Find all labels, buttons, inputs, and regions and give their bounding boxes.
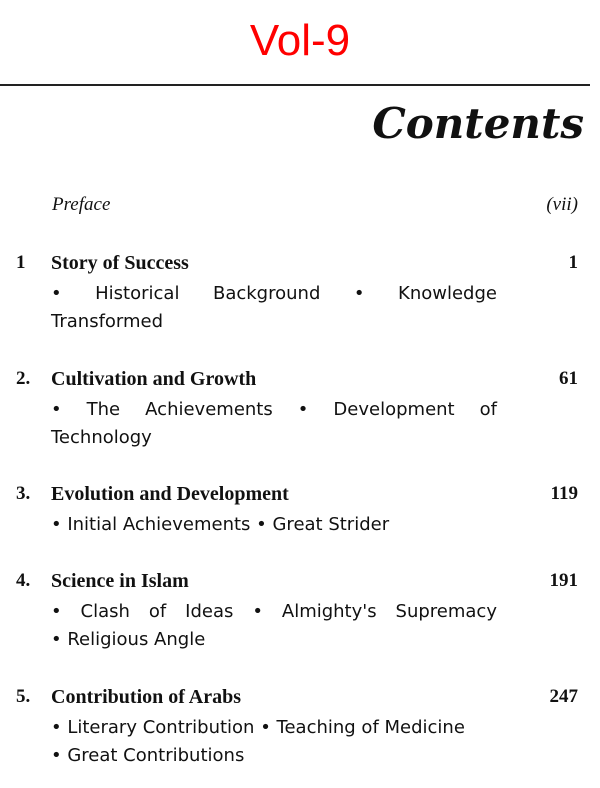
chapter-page-number: 61 <box>559 368 578 389</box>
topic-line: • The Achievements • Development of <box>51 399 497 420</box>
divider-rule <box>0 84 590 86</box>
chapter-number: 1 <box>16 252 26 273</box>
chapter-title: Story of Success <box>51 252 189 274</box>
chapter-page-number: 191 <box>549 570 578 591</box>
chapter-title: Science in Islam <box>51 570 189 592</box>
chapter-page-number: 1 <box>568 252 578 273</box>
chapter-title: Evolution and Development <box>51 483 289 505</box>
topic-line: • Historical Background • Knowledge <box>51 283 497 304</box>
topic-line: Technology <box>51 427 152 448</box>
topic-line: Transformed <box>51 311 164 332</box>
chapter-page-number: 247 <box>549 686 578 707</box>
chapter-number: 3. <box>16 483 31 504</box>
preface-entry <box>52 194 578 216</box>
chapter-title: Cultivation and Growth <box>51 368 257 390</box>
chapter-title: Contribution of Arabs <box>51 686 242 708</box>
chapter-number: 2. <box>16 368 31 389</box>
volume-label: Vol-9 <box>249 16 351 65</box>
chapter-number: 5. <box>16 686 31 707</box>
chapter-page-number: 119 <box>550 483 578 504</box>
chapter-number: 4. <box>16 570 31 591</box>
chapter-topics <box>51 511 497 539</box>
chapter-topics <box>51 598 497 654</box>
topic-line: • Great Contributions <box>51 745 245 766</box>
page-title: Contents <box>372 99 584 148</box>
chapter-topics <box>51 714 497 770</box>
preface-label: Preface <box>52 194 111 215</box>
topic-line: • Initial Achievements • Great Strider <box>51 514 390 535</box>
preface-page-number: (vii) <box>546 194 578 215</box>
chapter-topics <box>51 280 497 336</box>
chapter-topics <box>51 396 497 452</box>
topic-line: • Literary Contribution • Teaching of Medicine <box>51 717 465 738</box>
topic-line: • Clash of Ideas • Almighty's Supremacy <box>51 601 497 622</box>
topic-line: • Religious Angle <box>51 629 206 650</box>
